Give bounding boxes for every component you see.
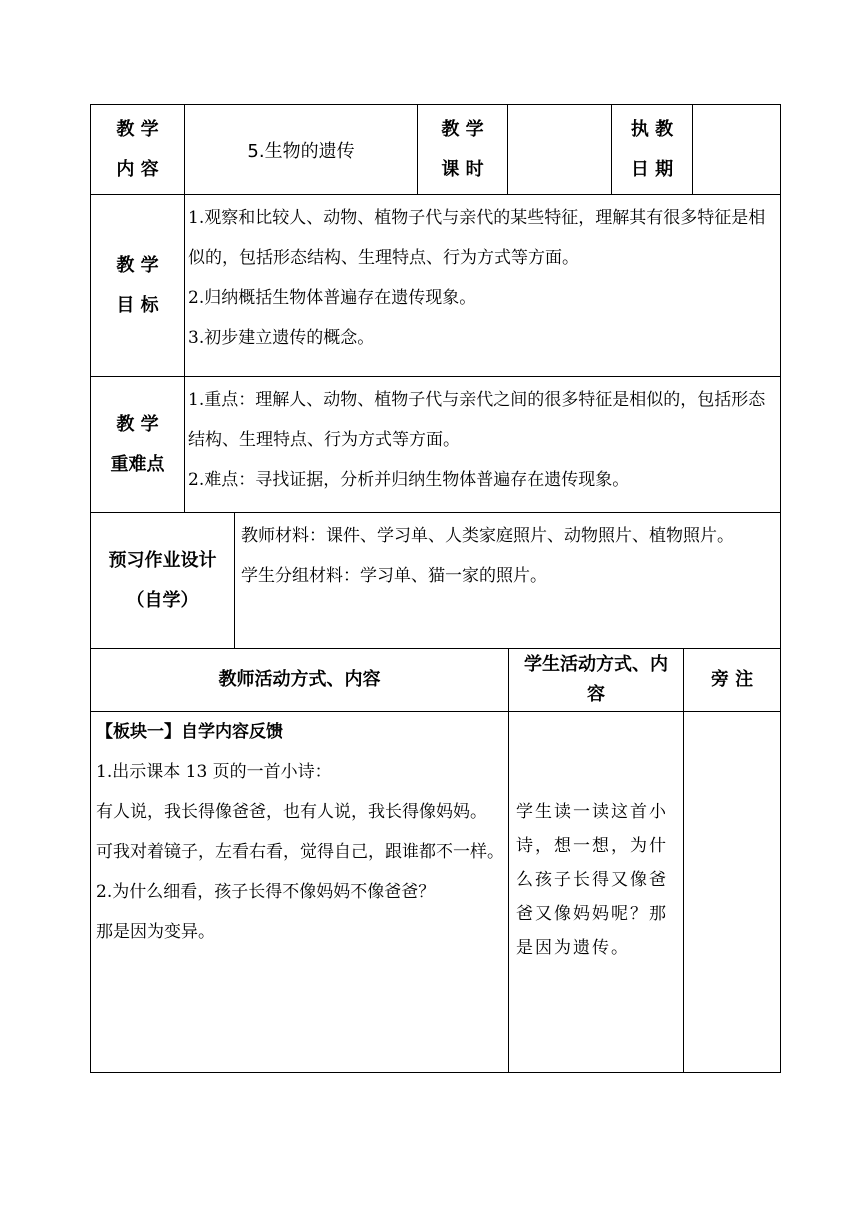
content-label-line2: 内 容 [116, 158, 159, 180]
preview-label-line2: （自学） [126, 589, 199, 611]
preview-content-cell [241, 516, 777, 646]
preview-label-cell [91, 513, 234, 648]
teacher-activity-header [91, 649, 508, 711]
row-divider [90, 194, 781, 195]
table-border-right [780, 104, 781, 1073]
content-label-cell [91, 105, 184, 194]
teacher-activity-item: 可我对着镜子，左看右看，觉得自己，跟谁都不一样。 [96, 842, 504, 862]
key-point-item: 2.难点：寻找证据，分析并归纳生物体普遍存在遗传现象。 [188, 470, 630, 490]
date-value-cell [693, 105, 780, 194]
preview-item: 学生分组材料：学习单、猫一家的照片。 [241, 566, 547, 586]
notes-header [684, 649, 780, 711]
key-points-label-line2: 重难点 [110, 453, 165, 475]
teacher-activity-item: 那是因为变异。 [96, 922, 215, 942]
teacher-activity-content [96, 712, 504, 1070]
objectives-label-line2: 目 标 [116, 294, 159, 316]
period-label-cell [418, 105, 507, 194]
objectives-content-cell [188, 198, 776, 374]
objectives-label-cell [91, 195, 184, 376]
teacher-activity-header-label: 教师活动方式、内容 [218, 669, 381, 690]
teacher-activity-item: 2.为什么细看，孩子长得不像妈妈不像爸爸？ [96, 882, 436, 902]
row-divider [90, 376, 781, 377]
date-label-cell [612, 105, 692, 194]
preview-label-line1: 预习作业设计 [108, 549, 217, 571]
period-label-line2: 课 时 [441, 158, 484, 180]
objectives-label-line1: 教 学 [116, 254, 159, 276]
section-title: 【板块一】自学内容反馈 [96, 722, 283, 742]
content-value-cell [185, 105, 417, 194]
notes-header-label: 旁 注 [710, 669, 754, 690]
teacher-activity-item: 1.出示课本 13 页的一首小诗： [96, 762, 332, 782]
table-border-bottom [90, 1072, 781, 1073]
key-point-item: 1.重点：理解人、动物、植物子代与亲代之间的很多特征是相似的，包括形态结构、生理特点、行为方式等方面。 [188, 390, 766, 450]
notes-content [688, 715, 776, 1065]
col-divider [508, 648, 509, 1073]
student-activity-content [516, 795, 678, 995]
student-activity-header-line2: 容 [587, 684, 605, 705]
key-points-label-cell [91, 377, 184, 512]
student-activity-header [509, 649, 683, 711]
date-label-line2: 日 期 [630, 158, 674, 180]
key-points-label-line1: 教 学 [116, 413, 159, 435]
key-points-content-cell [188, 380, 776, 510]
content-label-line1: 教 学 [116, 118, 159, 140]
objective-item: 1.观察和比较人、动物、植物子代与亲代的某些特征，理解其有很多特征是相似的，包括形态结构、生理特点、行为方式等方面。 [188, 208, 766, 268]
objective-item: 3.初步建立遗传的概念。 [188, 328, 375, 348]
col-divider [683, 648, 684, 1073]
student-activity-header-line1: 学生活动方式、内 [524, 654, 668, 675]
lesson-title: 5.生物的遗传 [247, 140, 355, 162]
period-value-cell [508, 105, 611, 194]
col-divider [234, 512, 235, 649]
objective-item: 2.归纳概括生物体普遍存在遗传现象。 [188, 288, 477, 308]
student-activity-text: 学生读一读这首小诗，想一想，为什么孩子长得又像爸爸又像妈妈呢？那是因为遗传。 [516, 802, 668, 958]
period-label-line1: 教 学 [441, 118, 484, 140]
date-label-line1: 执 教 [630, 118, 674, 140]
teacher-activity-item: 有人说，我长得像爸爸，也有人说，我长得像妈妈。 [96, 802, 487, 822]
col-divider [184, 194, 185, 513]
preview-item: 教师材料：课件、学习单、人类家庭照片、动物照片、植物照片。 [241, 526, 734, 546]
